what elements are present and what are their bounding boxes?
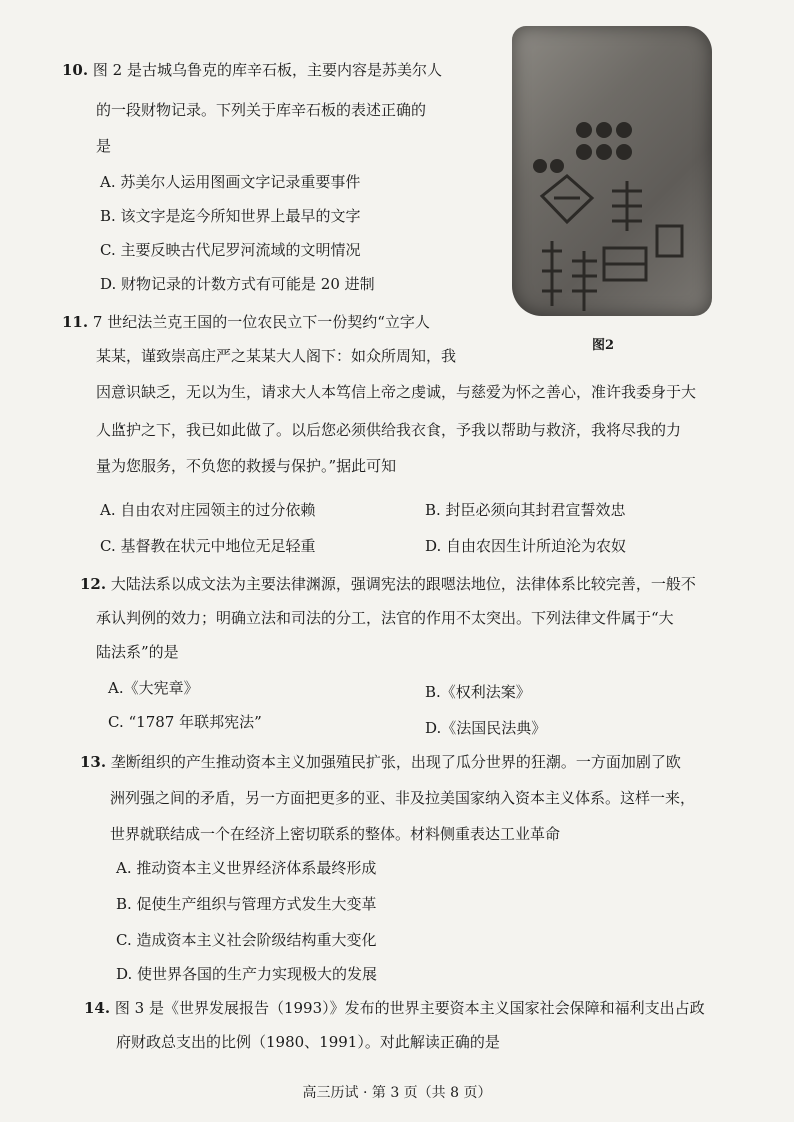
q12-option-d[interactable]: D.《法国民法典》 xyxy=(425,719,547,737)
q11-number: 11. xyxy=(62,313,89,331)
q10-option-a[interactable]: A. 苏美尔人运用图画文字记录重要事件 xyxy=(100,173,361,191)
q11-stem-2: 某某，谨致崇高庄严之某某大人阁下：如众所周知，我 xyxy=(96,347,457,365)
figure-2-caption: 图2 xyxy=(592,338,615,353)
q10-line-1 xyxy=(62,60,442,80)
q12-option-b[interactable]: B.《权利法案》 xyxy=(425,683,531,701)
q12-stem-2: 承认判例的效力；明确立法和司法的分工，法官的作用不太突出。下列法律文件属于“大 xyxy=(96,609,674,627)
kushim-tablet-figure xyxy=(512,26,712,316)
q13-option-d[interactable]: D. 使世界各国的生产力实现极大的发展 xyxy=(116,965,378,983)
q13-line-3 xyxy=(110,824,560,844)
q13-option-b[interactable]: B. 促使生产组织与管理方式发生大变革 xyxy=(116,895,377,913)
q13-stem-4: 材料侧重表达工业革命 xyxy=(410,825,561,843)
q11-option-d[interactable]: D. 自由农因生计所迫沦为农奴 xyxy=(425,537,627,555)
q11-stem-1: 7 世纪法兰克王国的一位农民立下一份契约“立字人 xyxy=(92,313,430,331)
q10-option-d[interactable]: D. 财物记录的计数方式有可能是 20 进制 xyxy=(100,275,375,293)
q14-line-1 xyxy=(84,998,705,1018)
q11-option-a[interactable]: A. 自由农对庄园领主的过分依赖 xyxy=(100,501,316,519)
q12-number: 12. xyxy=(80,575,107,593)
q12-stem-1: 大陆法系以成文法为主要法律渊源，强调宪法的跟嗯法地位，法律体系比较完善，一般不 xyxy=(110,575,696,593)
q13-stem-2: 洲列强之间的矛盾，另一方面把更多的亚、非及拉美国家纳入资本主义体系。这样一来， xyxy=(110,789,696,807)
q10-stem-2: 的一段财物记录。下列关于库辛石板的表述正确的 xyxy=(96,101,427,119)
q10-stem-1: 图 2 是古城乌鲁克的库辛石板，主要内容是苏美尔人 xyxy=(92,61,442,79)
q14-number: 14. xyxy=(84,999,111,1017)
q13-stem-3: 世界就联结成一个在经济上密切联系的整体。 xyxy=(110,825,411,843)
q11-stem-4: 人监护之下，我已如此做了。以后您必须供给我衣食，予我以帮助与救济，我将尽我的力 xyxy=(96,421,682,439)
q12-option-c[interactable]: C. “1787 年联邦宪法” xyxy=(108,713,262,731)
q13-stem-1: 垄断组织的产生推动资本主义加强殖民扩张，出现了瓜分世界的狂潮。一方面加剧了欧 xyxy=(110,753,681,771)
q13-option-a[interactable]: A. 推动资本主义世界经济体系最终形成 xyxy=(116,859,377,877)
q11-stem-3: 因意识缺乏，无以为生，请求大人本笃信上帝之虔诚，与慈爱为怀之善心，准许我委身于大 xyxy=(96,383,697,401)
q11-line-1 xyxy=(62,312,430,332)
q12-option-a[interactable]: A.《大宪章》 xyxy=(108,679,199,697)
q10-number: 10. xyxy=(62,61,89,79)
page-footer: 高三历试 · 第 3 页（共 8 页） xyxy=(302,1085,492,1101)
q11-stem-5: 量为您服务，不负您的救援与保护。”据此可知 xyxy=(96,457,397,475)
q13-line-1 xyxy=(80,752,681,772)
q10-stem-3: 是 xyxy=(96,137,112,155)
q13-number: 13. xyxy=(80,753,107,771)
q11-option-c[interactable]: C. 基督教在状元中地位无足轻重 xyxy=(100,537,316,555)
tablet-markings xyxy=(512,26,712,316)
q10-option-c[interactable]: C. 主要反映古代尼罗河流域的文明情况 xyxy=(100,241,361,259)
q12-line-1 xyxy=(80,574,696,594)
q14-stem-1: 图 3 是《世界发展报告（1993）》发布的世界主要资本主义国家社会保障和福利支出占政 xyxy=(114,999,705,1017)
q13-option-c[interactable]: C. 造成资本主义社会阶级结构重大变化 xyxy=(116,931,377,949)
q12-stem-3: 陆法系”的是 xyxy=(96,643,179,661)
q10-option-b[interactable]: B. 该文字是迄今所知世界上最早的文字 xyxy=(100,207,361,225)
q11-option-b[interactable]: B. 封臣必须向其封君宣誓效忠 xyxy=(425,501,626,519)
q14-stem-2: 府财政总支出的比例（1980、1991）。对此解读正确的是 xyxy=(116,1033,500,1051)
